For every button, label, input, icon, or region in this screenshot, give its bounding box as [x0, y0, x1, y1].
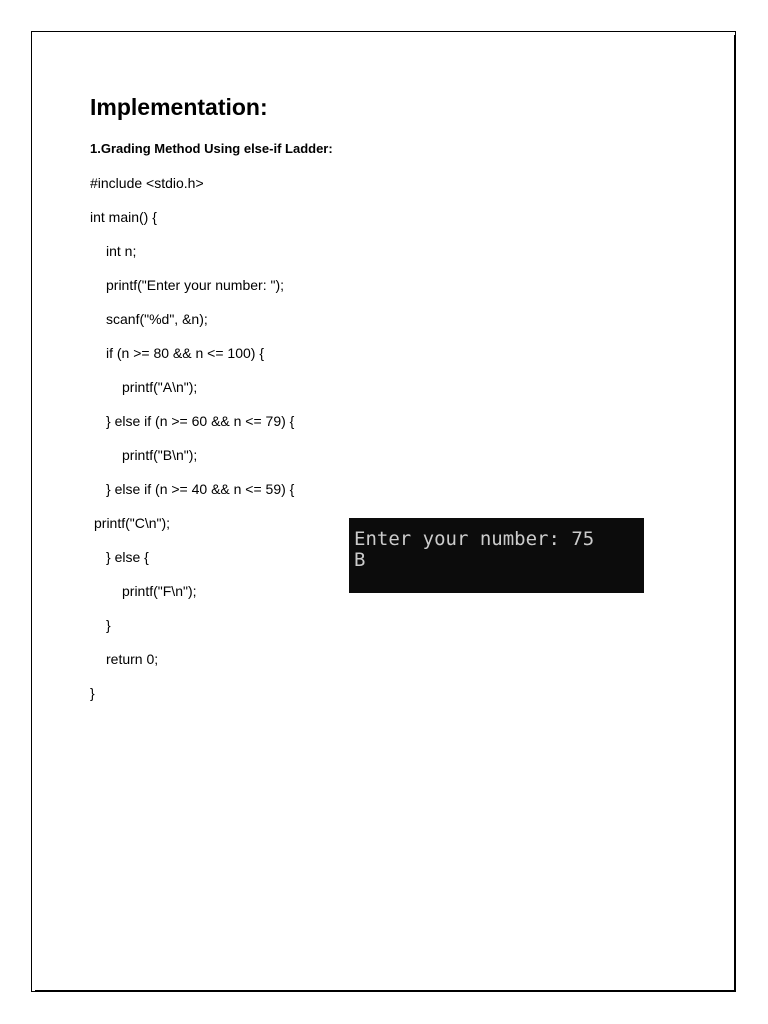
- code-line: scanf("%d", &n);: [106, 311, 208, 327]
- code-line: printf("A\n");: [122, 379, 198, 395]
- section-subheading: 1.Grading Method Using else-if Ladder:: [90, 141, 333, 156]
- terminal-line: Enter your number: 75: [354, 528, 595, 550]
- code-line: printf("C\n");: [94, 515, 171, 531]
- code-line: } else if (n >= 40 && n <= 59) {: [106, 481, 295, 497]
- code-line: int n;: [106, 243, 137, 259]
- code-line: printf("Enter your number: ");: [106, 277, 285, 293]
- code-line: if (n >= 80 && n <= 100) {: [106, 345, 264, 361]
- terminal-output-screenshot: [349, 518, 644, 593]
- code-line: } else if (n >= 60 && n <= 79) {: [106, 413, 295, 429]
- code-line: }: [106, 617, 111, 633]
- code-line: return 0;: [106, 651, 159, 667]
- code-line: printf("F\n");: [122, 583, 197, 599]
- code-line: }: [90, 685, 95, 701]
- terminal-line: B: [354, 549, 366, 571]
- code-line: int main() {: [90, 209, 157, 225]
- code-line: #include <stdio.h>: [90, 175, 204, 191]
- code-line: } else {: [106, 549, 149, 565]
- code-line: printf("B\n");: [122, 447, 198, 463]
- section-heading: Implementation:: [90, 94, 268, 120]
